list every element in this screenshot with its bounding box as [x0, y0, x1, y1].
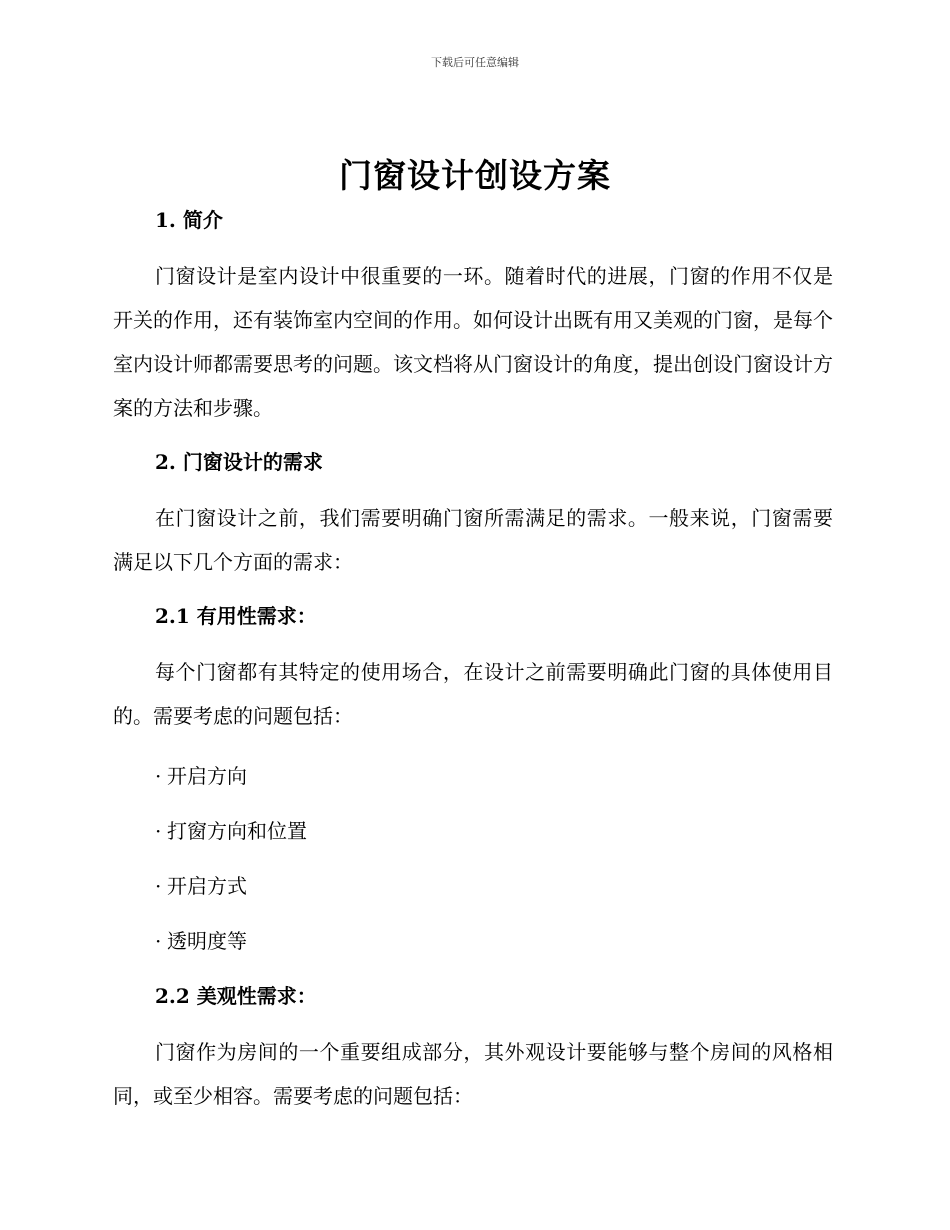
list-item — [113, 866, 833, 921]
header-note: 下载后可任意编辑 — [431, 56, 519, 69]
list-item-text: 打窗方向和位置 — [167, 819, 307, 843]
bullet-dot: · — [155, 874, 162, 898]
list-item-text: 开启方式 — [167, 874, 247, 898]
bullet-dot: · — [155, 764, 162, 788]
document-title: 门窗设计创设方案 — [339, 156, 611, 195]
list-item — [113, 756, 833, 811]
list-item — [113, 811, 833, 866]
list-item-text: 开启方向 — [167, 764, 247, 788]
section-heading-introduction: 1. 简介 — [155, 208, 223, 232]
usability-paragraph: 每个门窗都有其特定的使用场合，在设计之前需要明确此门窗的具体使用目的。需要考虑的问题包括： — [113, 660, 833, 728]
section-heading-usability: 2.1 有用性需求： — [155, 604, 317, 628]
list-item-text: 透明度等 — [167, 929, 247, 953]
requirements-paragraph: 在门窗设计之前，我们需要明确门窗所需满足的需求。一般来说，门窗需要满足以下几个方面的需求： — [113, 506, 833, 574]
introduction-paragraph: 门窗设计是室内设计中很重要的一环。随着时代的进展，门窗的作用不仅是开关的作用，还有装饰室内空间的作用。如何设计出既有用又美观的门窗，是每个室内设计师都需要思考的问题。该文档将从门窗设计的角度，提出创设门窗设计方案的方法和步骤。 — [113, 264, 833, 420]
section-heading-aesthetics: 2.2 美观性需求： — [155, 984, 317, 1008]
bullet-dot: · — [155, 929, 162, 953]
bullet-dot: · — [155, 819, 162, 843]
section-heading-requirements: 2. 门窗设计的需求 — [155, 450, 323, 474]
document-body — [113, 200, 833, 1118]
aesthetics-paragraph: 门窗作为房间的一个重要组成部分，其外观设计要能够与整个房间的风格相同，或至少相容。需要考虑的问题包括： — [113, 1040, 833, 1108]
list-item — [113, 921, 833, 976]
